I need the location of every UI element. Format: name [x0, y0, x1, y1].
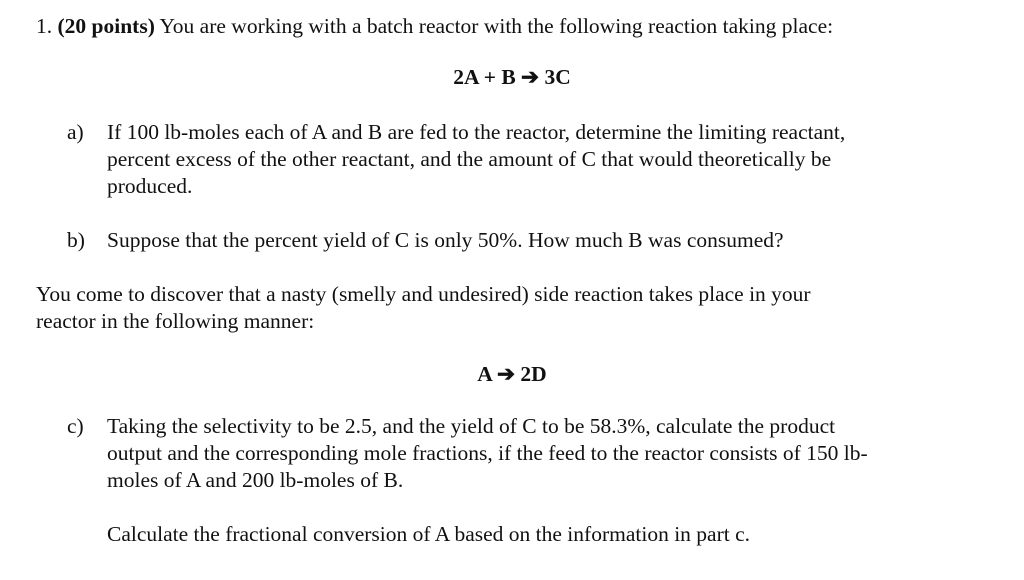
part-c-label: c) — [67, 414, 84, 438]
part-b-text — [107, 227, 784, 254]
part-a-text — [107, 119, 845, 200]
question-points: (20 points) — [57, 14, 155, 38]
part-a-line: If 100 lb-moles each of A and B are fed to the reactor, determine the limiting reactant, — [107, 120, 846, 144]
part-c-line: moles of A and 200 lb-moles of B. — [107, 468, 404, 492]
main-reaction-equation: 2A + B ➔ 3C — [453, 65, 571, 89]
side-reaction-line: You come to discover that a nasty (smelly and undesired) side reaction takes place in your — [36, 282, 811, 306]
part-a-line: produced. — [107, 174, 193, 198]
part-a-line: percent excess of the other reactant, and the amount of C that would theoretically be — [107, 147, 832, 171]
part-a-label: a) — [67, 120, 84, 144]
side-reaction-paragraph — [36, 281, 811, 335]
part-c-line: Taking the selectivity to be 2.5, and the yield of C to be 58.3%, calculate the product — [107, 414, 836, 438]
question-intro: You are working with a batch reactor with the following reaction taking place: — [159, 14, 834, 38]
final-instruction: Calculate the fractional conversion of A based on the information in part c. — [107, 522, 751, 546]
side-reaction-equation: A ➔ 2D — [477, 362, 547, 386]
part-c-line: output and the corresponding mole fractions, if the feed to the reactor consists of 150 lb- — [107, 441, 868, 465]
part-b-line: Suppose that the percent yield of C is only 50%. How much B was consumed? — [107, 228, 784, 252]
question-header — [36, 13, 833, 40]
side-reaction-line: reactor in the following manner: — [36, 309, 315, 333]
question-number: 1. — [36, 14, 53, 38]
part-c-text — [107, 413, 868, 494]
part-b-label: b) — [67, 228, 85, 252]
